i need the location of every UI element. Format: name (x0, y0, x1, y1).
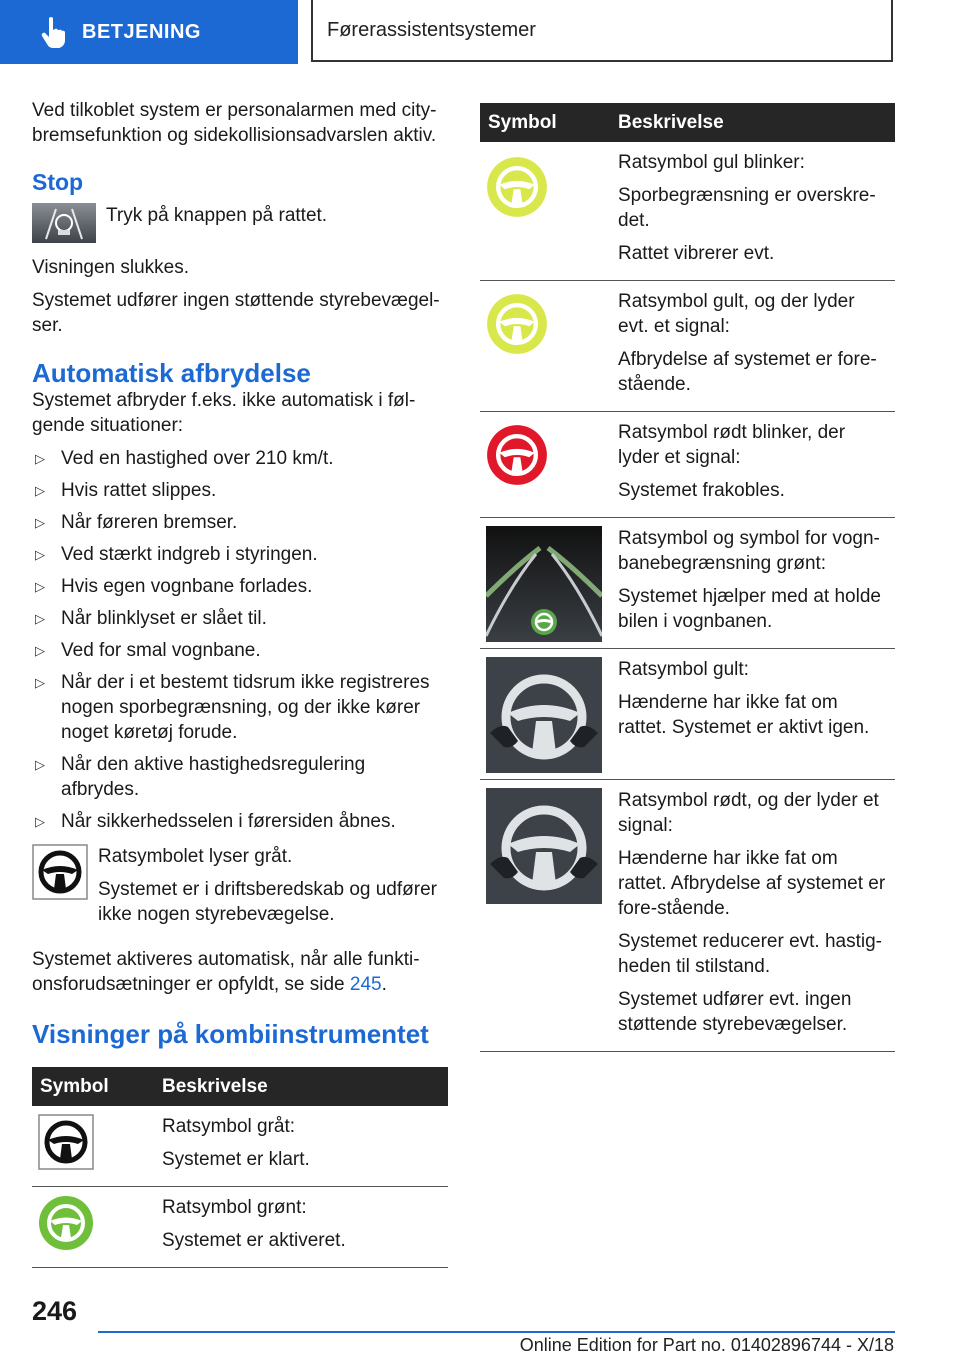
list-item: ▷ Hvis egen vognbane forlades. (32, 574, 448, 599)
list-item: ▷ Ved stærkt indgreb i styringen. (32, 542, 448, 567)
hands-off-yellow-icon (486, 657, 602, 773)
row-desc-line: Hænderne har ikke fat om rattet. Afbrydelse af systemet er fore-stående. (618, 848, 886, 919)
stop-result-2: Systemet udfører ingen støttende styrebevægel-ser. (32, 290, 440, 336)
activation-paragraph (32, 947, 448, 997)
row-desc-line: Rattet vibrerer evt. (618, 243, 775, 264)
row-desc-line: Ratsymbol gul blinker: (618, 152, 805, 173)
steering-wheel-grey-icon (38, 1114, 94, 1170)
grey-symbol-desc-2: Systemet er i driftsberedskab og udfører ikke nogen styrebevægelse. (98, 879, 437, 925)
steering-wheel-grey-icon (32, 844, 88, 900)
row-desc-line: Afbrydelse af systemet er fore-stående. (618, 349, 877, 395)
intro-paragraph: Ved tilkoblet system er personalarmen med city-bremsefunktion og sidekollisionsadvarslen aktiv. (32, 100, 437, 146)
edition-text: Online Edition for Part no. 01402896744 - X/18 (519, 1335, 894, 1355)
list-item: ▷ Ved en hastighed over 210 km/t. (32, 446, 448, 471)
stop-result-1: Visningen slukkes. (32, 257, 190, 278)
right-column (480, 103, 895, 1052)
row-desc-line: Systemet hjælper med at holde bilen i vognbanen. (618, 586, 881, 632)
list-item: ▷ Ved for smal vognbane. (32, 638, 448, 663)
stop-button-row (32, 203, 448, 243)
table-row (480, 142, 895, 281)
row-desc-line: Ratsymbol rødt, og der lyder et signal: (618, 790, 879, 836)
display-symbol-table (32, 1067, 448, 1268)
hands-off-red-icon (486, 788, 602, 904)
steering-wheel-yellow-icon (486, 293, 548, 355)
list-item: ▷ Når der i et bestemt tidsrum ikke registreres nogen sporbegrænsning, og der ikke kører noget køretøj forude. (32, 670, 448, 745)
auto-heading: Automatisk afbrydelse (32, 358, 311, 388)
activation-text: Systemet aktiveres automatisk, når alle funkti-onsforudsætninger er opfyldt, se side (32, 949, 420, 995)
grey-symbol-desc-1: Ratsymbolet lyser gråt. (98, 846, 293, 867)
display-heading: Visninger på kombiinstrumentet (32, 1019, 429, 1049)
page-number: 246 (32, 1296, 78, 1326)
row-desc-line: Systemet reducerer evt. hastig-heden til stilstand. (618, 931, 882, 977)
row-desc-line: Ratsymbol gråt: (162, 1116, 296, 1137)
row-desc-line: Systemet frakobles. (618, 480, 785, 501)
col-header-symbol: Symbol (32, 1067, 154, 1106)
list-item: ▷ Når føreren bremser. (32, 510, 448, 535)
table-row (480, 412, 895, 518)
row-desc-line: Ratsymbol rødt blinker, der lyder et signal: (618, 422, 846, 468)
steering-wheel-green-icon (38, 1195, 94, 1251)
row-desc-line: Sporbegrænsning er overskre-det. (618, 185, 876, 231)
col-header-symbol: Symbol (480, 103, 610, 142)
col-header-description: Beskrivelse (610, 103, 895, 142)
lane-display-icon (486, 526, 602, 642)
section-tab[interactable] (0, 0, 298, 64)
auto-intro: Systemet afbryder f.eks. ikke automatisk i føl-gende situationer: (32, 390, 416, 436)
steering-wheel-yellow-icon (486, 156, 548, 218)
list-item: ▷ Hvis rattet slippes. (32, 478, 448, 503)
situations-list (32, 446, 448, 834)
list-item: ▷ Når sikkerhedsselen i førersiden åbnes. (32, 809, 448, 834)
table-row (480, 281, 895, 412)
row-desc-line: Ratsymbol grønt: (162, 1197, 307, 1218)
row-desc-line: Hænderne har ikke fat om rattet. Systemet er aktivt igen. (618, 692, 870, 738)
table-row (480, 518, 895, 649)
table-row (480, 780, 895, 1052)
grey-symbol-row (32, 844, 448, 935)
section-label: BETJENING (82, 20, 201, 43)
page-link[interactable]: 245 (349, 974, 382, 995)
row-desc-line: Systemet udfører evt. ingen støttende styrebevægelser. (618, 989, 852, 1035)
lane-assist-button-icon (32, 203, 96, 243)
table-row (32, 1106, 448, 1187)
footer-divider (98, 1331, 895, 1333)
left-column (32, 98, 448, 1268)
list-item: ▷ Når blinklyset er slået til. (32, 606, 448, 631)
row-desc-line: Ratsymbol og symbol for vogn-banebegrænsning grønt: (618, 528, 880, 574)
stop-action-text: Tryk på knappen på rattet. (106, 205, 328, 226)
activation-end: . (381, 974, 387, 995)
steering-wheel-red-icon (486, 424, 548, 486)
stop-heading: Stop (32, 169, 84, 195)
hand-pointer-icon (34, 12, 74, 52)
row-desc-line: Systemet er klart. (162, 1149, 310, 1170)
row-desc-line: Ratsymbol gult, og der lyder evt. et signal: (618, 291, 855, 337)
list-item: ▷ Når den aktive hastighedsregulering afbrydes. (32, 752, 448, 802)
status-symbol-table (480, 103, 895, 1052)
col-header-description: Beskrivelse (154, 1067, 448, 1106)
table-row (480, 649, 895, 780)
row-desc-line: Systemet er aktiveret. (162, 1230, 346, 1251)
row-desc-line: Ratsymbol gult: (618, 659, 749, 680)
chapter-title: Førerassistentsystemer (311, 0, 893, 62)
table-row (32, 1187, 448, 1268)
